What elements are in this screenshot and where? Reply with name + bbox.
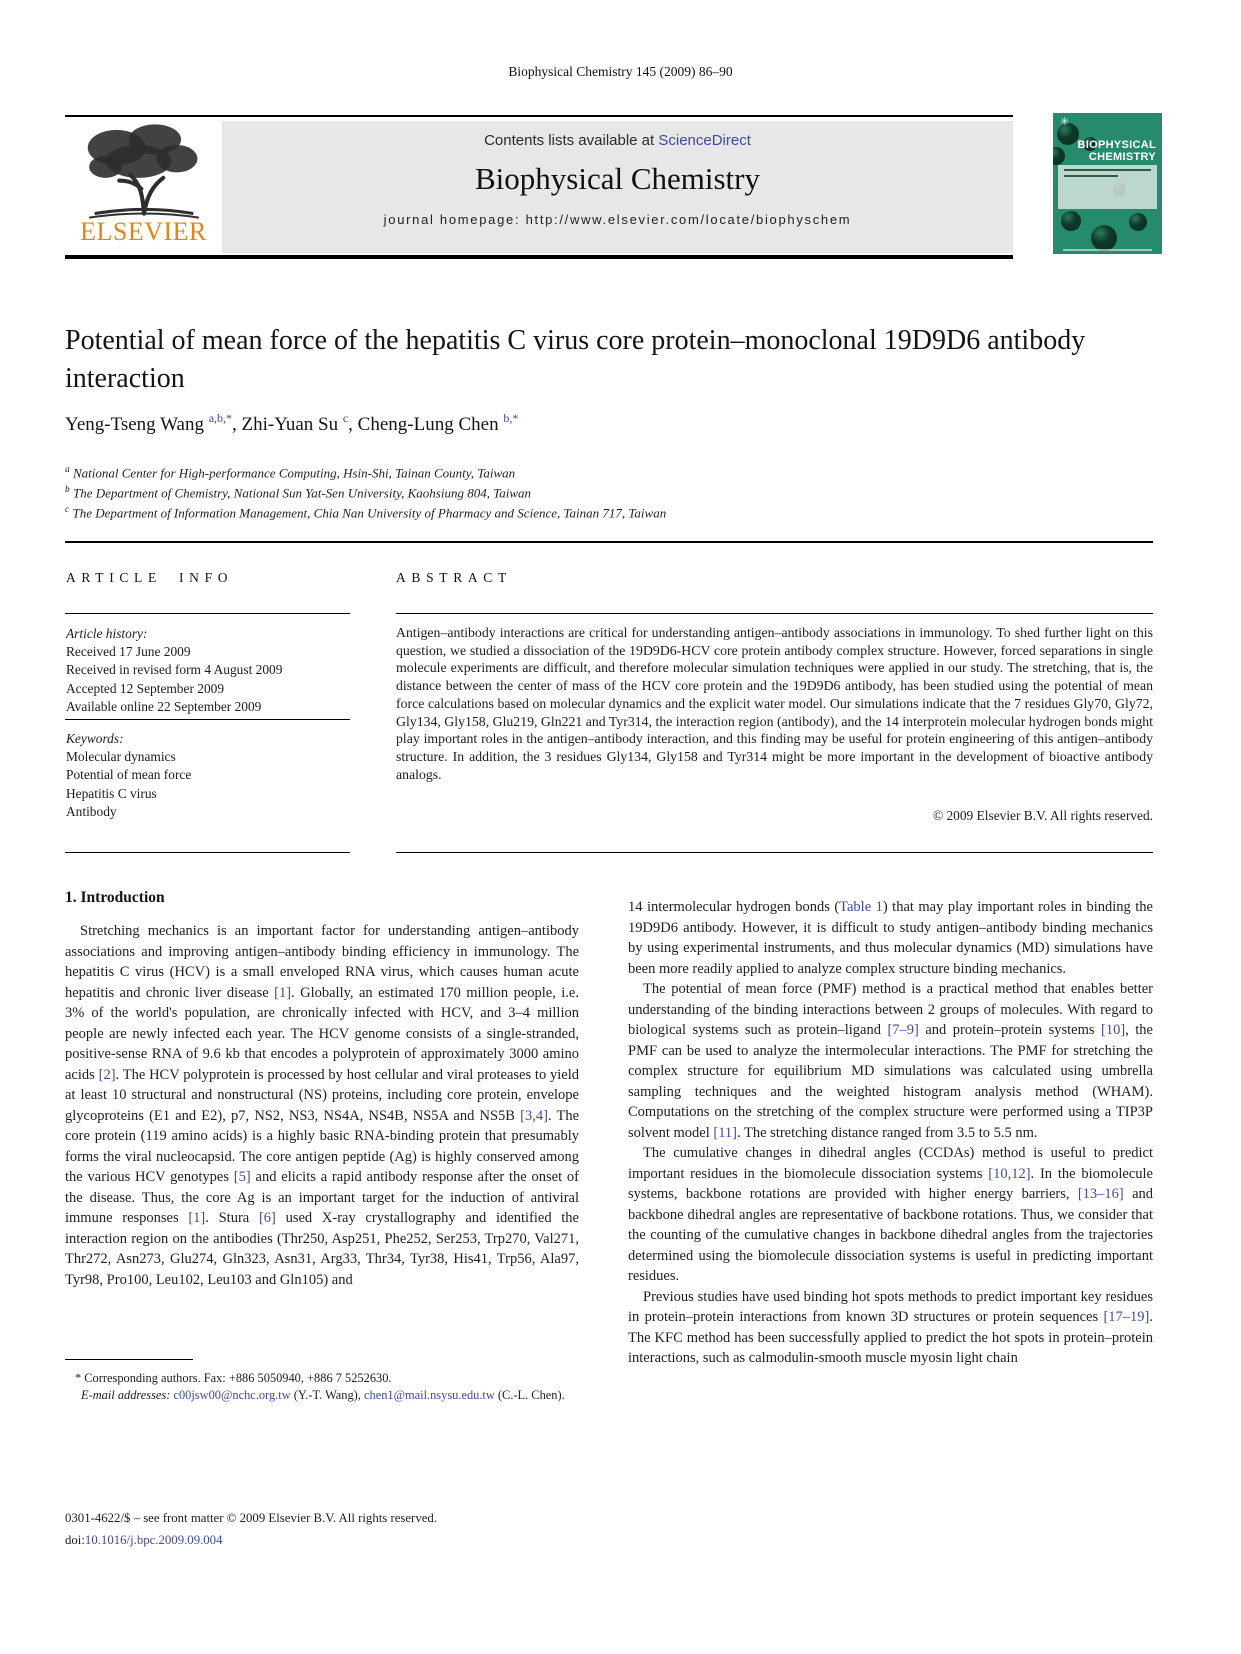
reference-link[interactable]: [7–9] xyxy=(887,1022,919,1038)
email-addresses-note: E-mail addresses: c00jsw00@nchc.org.tw (Y.-T. Wang), chen1@mail.nsysu.edu.tw (C.-L. Chen). xyxy=(81,1387,565,1402)
article-history xyxy=(66,625,366,716)
journal-masthead xyxy=(222,121,1013,253)
cover-molecule-sphere xyxy=(1129,213,1147,231)
body-paragraph: Stretching mechanics is an important factor for understanding antigen–antibody associations and improving antigen–antibody binding efficiency in immunology. The hepatitis C virus (HCV) is a small enveloped RNA virus, which causes human acute hepatitis and chronic liver disease [1]. Globally, an estimated 170 million people, i.e. 3% of the world's population, are chronically infected with HCV, and 3–4 million people are newly infected each year. The HCV genome consists of a single-stranded, positive-sense RNA of 9.6 kb that encodes a polyprotein of approximately 3000 amino acids [2]. The HCV polyprotein is processed by host cellular and viral proteases to yield at least 10 structural and nonstructural (NS) proteins, including core protein, envelope glycoproteins (E1 and E2), p7, NS2, NS3, NS4A, NS4B, NS5A and NS5B [3,4]. The core protein (119 amino acids) is a highly basic RNA-binding protein that presumably forms the viral nucleocapsid. The core antigen peptide (Ag) is highly conserved among the various HCV genotypes [5] and elicits a rapid antibody response after the onset of the disease. Thus, the core Ag is an important target for the induction of antiviral immune responses [1]. Stura [6] used X-ray crystallography and identified the interaction region on the antibodies (Thr250, Asp251, Phe252, Ser253, Trp270, Val271, Thr272, Asn273, Glu274, Gln323, Asn31, Arg33, Thr34, Tyr38, His41, Trp56, Ala97, Tyr98, Pro100, Leu102, Leu103 and Gln105) and xyxy=(65,923,580,1288)
abstract-rule xyxy=(396,613,1153,614)
body-column-left xyxy=(65,921,579,1290)
keyword-item: Potential of mean force xyxy=(66,767,192,783)
reference-link[interactable]: [1] xyxy=(274,984,292,1001)
masthead-bottom-rule xyxy=(65,255,1013,259)
keyword-item: Molecular dynamics xyxy=(66,749,176,765)
author-affiliation-marker: a,b,* xyxy=(208,411,233,425)
issn-copyright-line: 0301-4622/$ – see front matter © 2009 Elsevier B.V. All rights reserved. xyxy=(65,1511,437,1525)
cover-subtitle-panel xyxy=(1058,165,1157,209)
keyword-item: Hepatitis C virus xyxy=(66,785,157,801)
footnote-rule xyxy=(65,1359,193,1360)
keywords xyxy=(66,730,366,821)
reference-link[interactable]: Table 1 xyxy=(839,899,883,915)
cover-molecule-sphere xyxy=(1053,147,1065,165)
author-name: Zhi-Yuan Su $^c$, xyxy=(241,411,358,436)
journal-cover-thumbnail xyxy=(1053,113,1162,254)
elsevier-tree-icon xyxy=(74,123,214,219)
cover-molecule-sphere xyxy=(1091,225,1117,251)
reference-link[interactable]: [10,12] xyxy=(988,1165,1031,1182)
affiliation-item: $^b$ The Department of Chemistry, National Sun Yat-Sen University, Kaohsiung 804, Taiwan xyxy=(65,484,532,501)
history-item: Accepted 12 September 2009 xyxy=(66,680,225,696)
article-title: Potential of mean force of the hepatitis C virus core protein–monoclonal 19D9D6 antibody interaction xyxy=(65,325,1086,394)
elsevier-logo xyxy=(65,121,222,253)
corresponding-authors-note: * Corresponding authors. Fax: +886 5050940, +886 7 5252630. xyxy=(75,1371,392,1385)
affiliation-item: $^c$ The Department of Information Management, Chia Nan University of Pharmacy and Science, Tainan 717, Taiwan xyxy=(65,504,667,520)
contents-line xyxy=(222,121,1013,149)
sciencedirect-link[interactable]: ScienceDirect xyxy=(658,132,751,149)
affiliation-item: $^a$ National Center for High-performance Computing, Hsin-Shi, Tainan County, Taiwan xyxy=(65,465,516,481)
history-item: Received 17 June 2009 xyxy=(66,644,191,660)
cover-molecule-sphere xyxy=(1061,211,1081,231)
reference-link[interactable]: [17–19] xyxy=(1103,1309,1150,1325)
footnote-block xyxy=(65,1370,565,1404)
author-affiliation-marker: c xyxy=(342,411,349,425)
body-paragraph: 14 intermolecular hydrogen bonds (Table 1) that may play important roles in binding the 19D9D6 antibody. However, it is difficult to study antigen–antibody binding mechanics by using experimental instruments, and thus molecular dynamics (MD) simulations have been more readily applied to analyze complex structure binding mechanics. xyxy=(628,899,1153,977)
doi-line: doi:10.1016/j.bpc.2009.09.004 xyxy=(65,1533,223,1547)
reference-link[interactable]: [5] xyxy=(233,1169,251,1185)
header-top-rule xyxy=(65,115,1013,117)
author-list xyxy=(65,412,518,436)
history-item: Available online 22 September 2009 xyxy=(66,698,262,714)
elsevier-mark-icon: ✳ xyxy=(1060,116,1070,128)
reference-link[interactable]: [11] xyxy=(713,1124,738,1141)
body-paragraph: The potential of mean force (PMF) method is a practical method that enables better understanding of the binding interactions between 2 groups of molecules. With regard to biological systems such as protein–ligand [7–9] and protein–protein systems [10], the PMF can be used to analyze the intermolecular interactions. The PMF for stretching the complex structure for equilibrium MD simulations was calculated using umbrella sampling techniques and the weighted histogram analysis method (WHAM). Computations on the stretching of the complex structure were performed using a TIP3P solvent model [11]. The stretching distance ranged from 3.5 to 5.5 nm. xyxy=(628,981,1153,1141)
article-info-rule xyxy=(65,719,350,720)
article-info-rule xyxy=(65,852,350,853)
reference-link[interactable]: [10] xyxy=(1101,1022,1126,1038)
body-column-right xyxy=(628,897,1153,1369)
journal-homepage-link[interactable]: journal homepage: http://www.elsevier.com/locate/biophyschem xyxy=(383,212,852,227)
author-affiliation-marker: b,* xyxy=(503,411,519,425)
author-name: Yeng-Tseng Wang $^{a,b,*}$, xyxy=(65,411,242,436)
reference-link[interactable]: [13–16] xyxy=(1077,1186,1124,1202)
reference-link[interactable]: 10.1016/j.bpc.2009.09.004 xyxy=(84,1533,223,1547)
cover-subtitle-line xyxy=(1064,175,1118,177)
journal-citation: Biophysical Chemistry 145 (2009) 86–90 xyxy=(508,64,733,79)
body-paragraph: The cumulative changes in dihedral angles (CCDAs) method is useful to predict important residues in the biomolecule dissociation systems [10,12]. In the biomolecule systems, backbone rotations are provided with higher energy barriers, [13–16] and backbone dihedral angles are representative of backbone rotations. Thus, we consider that the counting of the cumulative changes in backbone dihedral angles from the trajectories determined using the biomolecule dissociation systems is useful in predicting important residues. xyxy=(628,1145,1153,1284)
reference-link[interactable]: [6] xyxy=(258,1210,276,1226)
contents-prefix: Contents lists available at xyxy=(484,132,659,149)
author-name: Cheng-Lung Chen $^{b,*}$ xyxy=(357,411,519,436)
abstract-rule xyxy=(396,852,1153,853)
keywords-label: Keywords: xyxy=(66,731,124,746)
history-item: Received in revised form 4 August 2009 xyxy=(66,662,283,678)
reference-link[interactable]: c00jsw00@nchc.org.tw xyxy=(173,1387,291,1402)
reference-link[interactable]: [2] xyxy=(98,1066,116,1083)
reference-link[interactable]: chen1@mail.nsysu.edu.tw xyxy=(364,1387,495,1402)
affiliation-list xyxy=(65,462,666,521)
info-abstract-top-rule xyxy=(65,541,1153,543)
article-info-rule xyxy=(65,613,350,614)
reference-link[interactable]: [1] xyxy=(188,1210,206,1226)
journal-title: Biophysical Chemistry xyxy=(474,161,760,196)
elsevier-wordmark: ELSEVIER xyxy=(80,217,207,246)
keyword-item: Antibody xyxy=(66,803,117,819)
section-heading-introduction: 1. Introduction xyxy=(65,889,165,906)
reference-link[interactable]: [3,4] xyxy=(520,1107,548,1124)
cover-footer-line xyxy=(1063,249,1152,251)
abstract-text: Antigen–antibody interactions are critical for understanding antigen–antibody associations in immunology. To shed further light on this question, we studied a dissociation of the 19D9D6-HCV core protein antibody complex structure. However, forced separations in single molecule experiments are difficult, and therefore molecular simulation techniques were applied in our study. The stretching, that is, the distance between the center of mass of the HCV core protein and the 19D9D6 antibody, has been studied using the potential of mean force calculations based on molecular dynamics and the explicit water model. Our simulations indicate that the 7 residues Gly70, Gly72, Gly134, Gly158, Glu219, Gln221 and Tyr314, the interaction region (antibody), and the 14 interprotein molecular hydrogen bonds might play important roles in the antigen–antibody interaction, and this finding may be useful for protein engineering of this antigen–antibody structure. In addition, the 3 residues Gly134, Gly158 and Tyr314 might be more important in the development of bioactive antibody analogs. xyxy=(396,625,1153,782)
body-paragraph: Previous studies have used binding hot spots methods to predict important key residues in protein–protein interactions from known 3D structures or protein sequences [17–19]. The KFC method has been successfully applied to predict the hot spots in protein–protein interactions, such as calmodulin-smooth muscle myosin light chain xyxy=(628,1288,1153,1366)
cover-subtitle-line xyxy=(1064,169,1151,171)
article-history-label: Article history: xyxy=(66,626,148,641)
article-info-heading: ARTICLE INFO xyxy=(66,570,234,585)
abstract-heading: ABSTRACT xyxy=(396,570,512,585)
cover-journal-title: BIOPHYSICAL CHEMISTRY xyxy=(1077,139,1156,163)
abstract-copyright: © 2009 Elsevier B.V. All rights reserved. xyxy=(932,808,1153,823)
